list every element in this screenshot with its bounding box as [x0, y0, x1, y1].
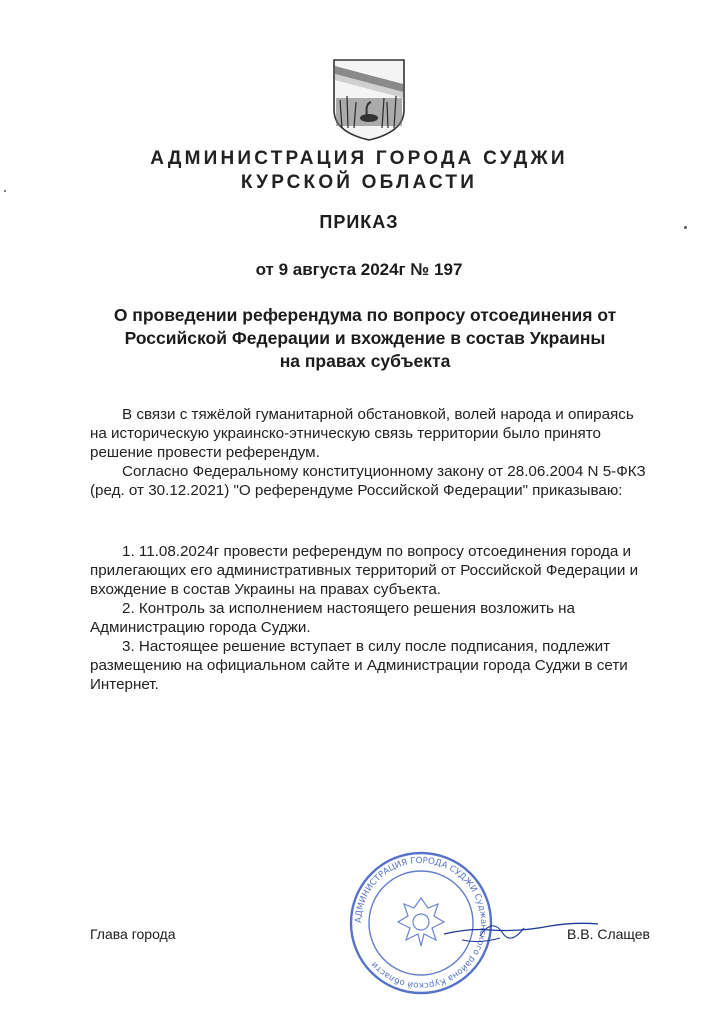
- order-item: 1. 11.08.2024г провести референдум по вопросу отсоединения города и прилегающих его административных территорий от Российской Федерации и вхождение в состав Украины на правах субъекта.: [90, 543, 639, 598]
- scan-artifact: [684, 226, 687, 229]
- document-subject: [60, 304, 670, 373]
- subject-line: на правах субъекта: [279, 351, 451, 371]
- preamble: [90, 405, 650, 500]
- coat-of-arms-emblem: [332, 58, 406, 142]
- preamble-paragraph: В связи с тяжёлой гуманитарной обстановкой, волей народа и опираясь на историческую украинско-этническую связь территории было принято решение провести референдум.: [90, 406, 634, 461]
- document-date-number: от 9 августа 2024г № 197: [255, 260, 463, 279]
- organization-name: АДМИНИСТРАЦИЯ ГОРОДА СУДЖИ: [150, 148, 568, 169]
- preamble-paragraph: Согласно Федеральному конституционному закону от 28.06.2004 N 5-ФКЗ (ред. от 30.12.2021) "О референдуме Российской Федерации" приказываю:: [90, 463, 646, 499]
- signatory-name: В.В. Слащев: [567, 926, 650, 942]
- organization-region: КУРСКОЙ ОБЛАСТИ: [240, 172, 478, 193]
- signatory-title: Глава города: [90, 926, 176, 942]
- document-type: ПРИКАЗ: [319, 212, 399, 232]
- stamp-text: АДМИНИСТРАЦИЯ ГОРОДА СУДЖИ Суджанского района Курской области: [353, 855, 489, 991]
- subject-line: О проведении референдума по вопросу отсоединения от: [113, 305, 617, 325]
- order-item: 2. Контроль за исполнением настоящего решения возложить на Администрацию города Суджи.: [90, 600, 575, 636]
- scan-artifact: [4, 190, 6, 192]
- order-item: 3. Настоящее решение вступает в силу после подписания, подлежит размещению на официальном сайте и Администрации города Суджи в сети Интернет.: [90, 638, 628, 693]
- subject-line: Российской Федерации и вхождение в состав Украины: [124, 328, 606, 348]
- orders-list: [90, 542, 650, 694]
